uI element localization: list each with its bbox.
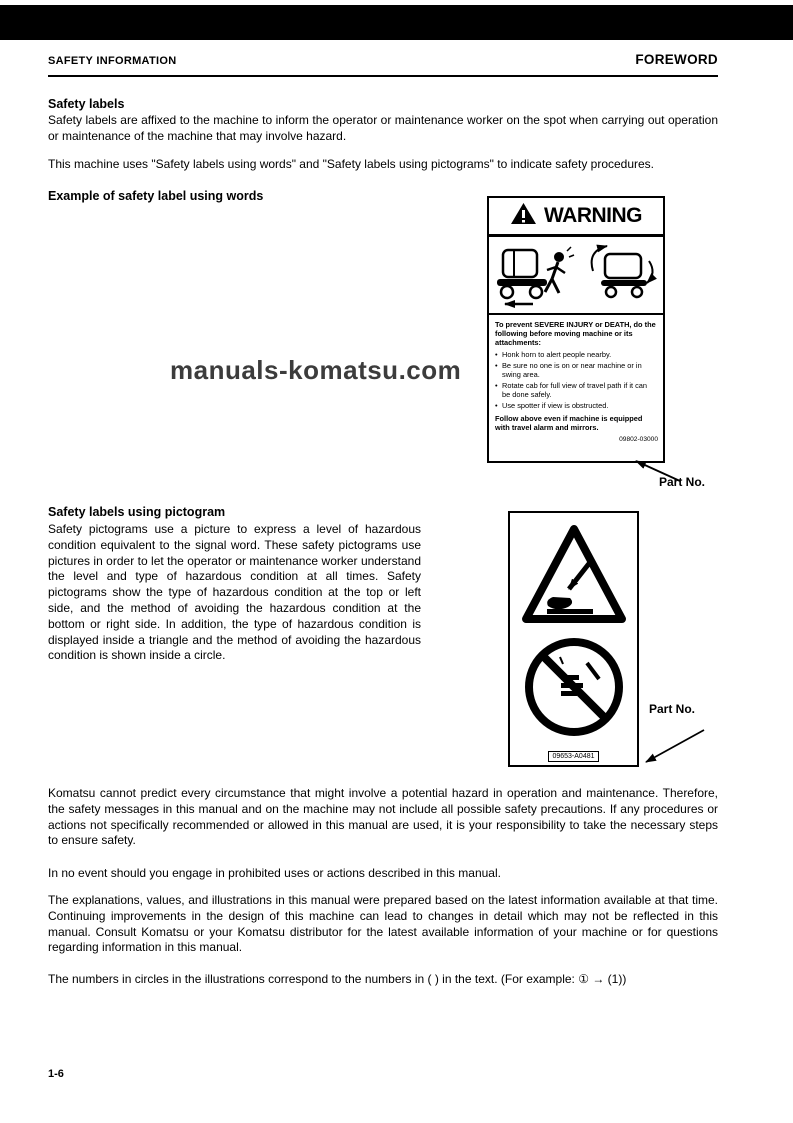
- warning-label-title: WARNING: [544, 204, 642, 227]
- warning-label-pictogram: [489, 237, 663, 315]
- watermark-text: manuals-komatsu.com: [170, 355, 462, 385]
- warning-label-bullet: • Use spotter if view is obstructed.: [495, 401, 657, 410]
- safety-labels-paragraph-2: This machine uses "Safety labels using words" and "Safety labels using pictograms" to indicate safety procedures.: [48, 157, 655, 171]
- warning-label-outro: Follow above even if machine is equipped with travel alarm and mirrors.: [495, 414, 643, 432]
- warning-label-text: [489, 315, 663, 432]
- top-black-bar: [0, 5, 793, 40]
- warning-label-bullet: • Rotate cab for full view of travel path if it can be done safely.: [495, 381, 657, 399]
- header-chapter-title: FOREWORD: [635, 52, 718, 67]
- pictogram-label-graphics: [515, 517, 634, 745]
- heading-safety-labels: Safety labels: [48, 97, 125, 111]
- warning-label-title-bar: [489, 198, 663, 237]
- closing-paragraph-1: Komatsu cannot predict every circumstance that might involve a potential hazard in operation and maintenance. Therefore, the safety messages in this manual and on the machine may not include all possible safety precautions. If any procedures or actions not specifically recommended or allowed in this manual are used, it is your responsibility to take the necessary steps to ensure safety.: [48, 786, 718, 848]
- header-rule: [48, 75, 718, 77]
- pictogram-label-part-number: 09653-A0481: [548, 751, 598, 762]
- warning-label-part-number: 09802-03000: [619, 436, 658, 443]
- warning-triangle-icon: [510, 202, 537, 230]
- page-number: 1-6: [48, 1068, 64, 1080]
- warning-label-bullet: • Honk horn to alert people nearby.: [495, 350, 657, 359]
- page-header: [48, 52, 718, 67]
- safety-labels-paragraph-1: Safety labels are affixed to the machine to inform the operator or maintenance worker on the spot when carrying out operation or maintenance of the machine that may involve hazard.: [48, 113, 718, 143]
- heading-pictogram: Safety labels using pictogram: [48, 505, 226, 519]
- part-no-arrow-pictogram: [632, 716, 714, 772]
- part-no-label-pictogram: Part No.: [649, 702, 696, 716]
- warning-label-words: [487, 196, 665, 463]
- warning-label-bullet-list: [495, 350, 657, 410]
- pictogram-label: [508, 511, 639, 767]
- heading-example-words: Example of safety label using words: [48, 189, 264, 203]
- warning-label-intro: To prevent SEVERE INJURY or DEATH, do the following before moving machine or its attachments:: [495, 320, 656, 347]
- header-section-title: SAFETY INFORMATION: [48, 55, 177, 67]
- closing-paragraph-4: The numbers in circles in the illustrations correspond to the numbers in ( ) in the text. (For example: ① → (1)): [48, 972, 627, 986]
- closing-paragraph-2: In no event should you engage in prohibited uses or actions described in this manual.: [48, 866, 501, 880]
- warning-label-bullet: • Be sure no one is on or near machine or in swing area.: [495, 361, 657, 379]
- pictogram-paragraph: Safety pictograms use a picture to express a level of hazardous condition equivalent to the signal word. These safety pictograms use pictures in order to let the operator or maintenance worker understand the level and type of hazardous condition at all times. Safety pictograms show the type of hazardous condition at the top or left side, and the method of avoiding the hazardous condition at the bottom or right side. In addition, the type of hazardous condition is displayed inside a triangle and the method of avoiding the hazardous condition is shown inside a circle.: [48, 522, 421, 663]
- part-no-label-words: Part No.: [659, 475, 706, 489]
- closing-paragraph-3: The explanations, values, and illustrations in this manual were prepared based on the latest information available at that time. Continuing improvements in the design of this machine can lead to changes in detail which may not be reflected in this manual. Consult Komatsu or your Komatsu distributor for the latest available information of your machine or for questions regarding information in this manual.: [48, 893, 718, 955]
